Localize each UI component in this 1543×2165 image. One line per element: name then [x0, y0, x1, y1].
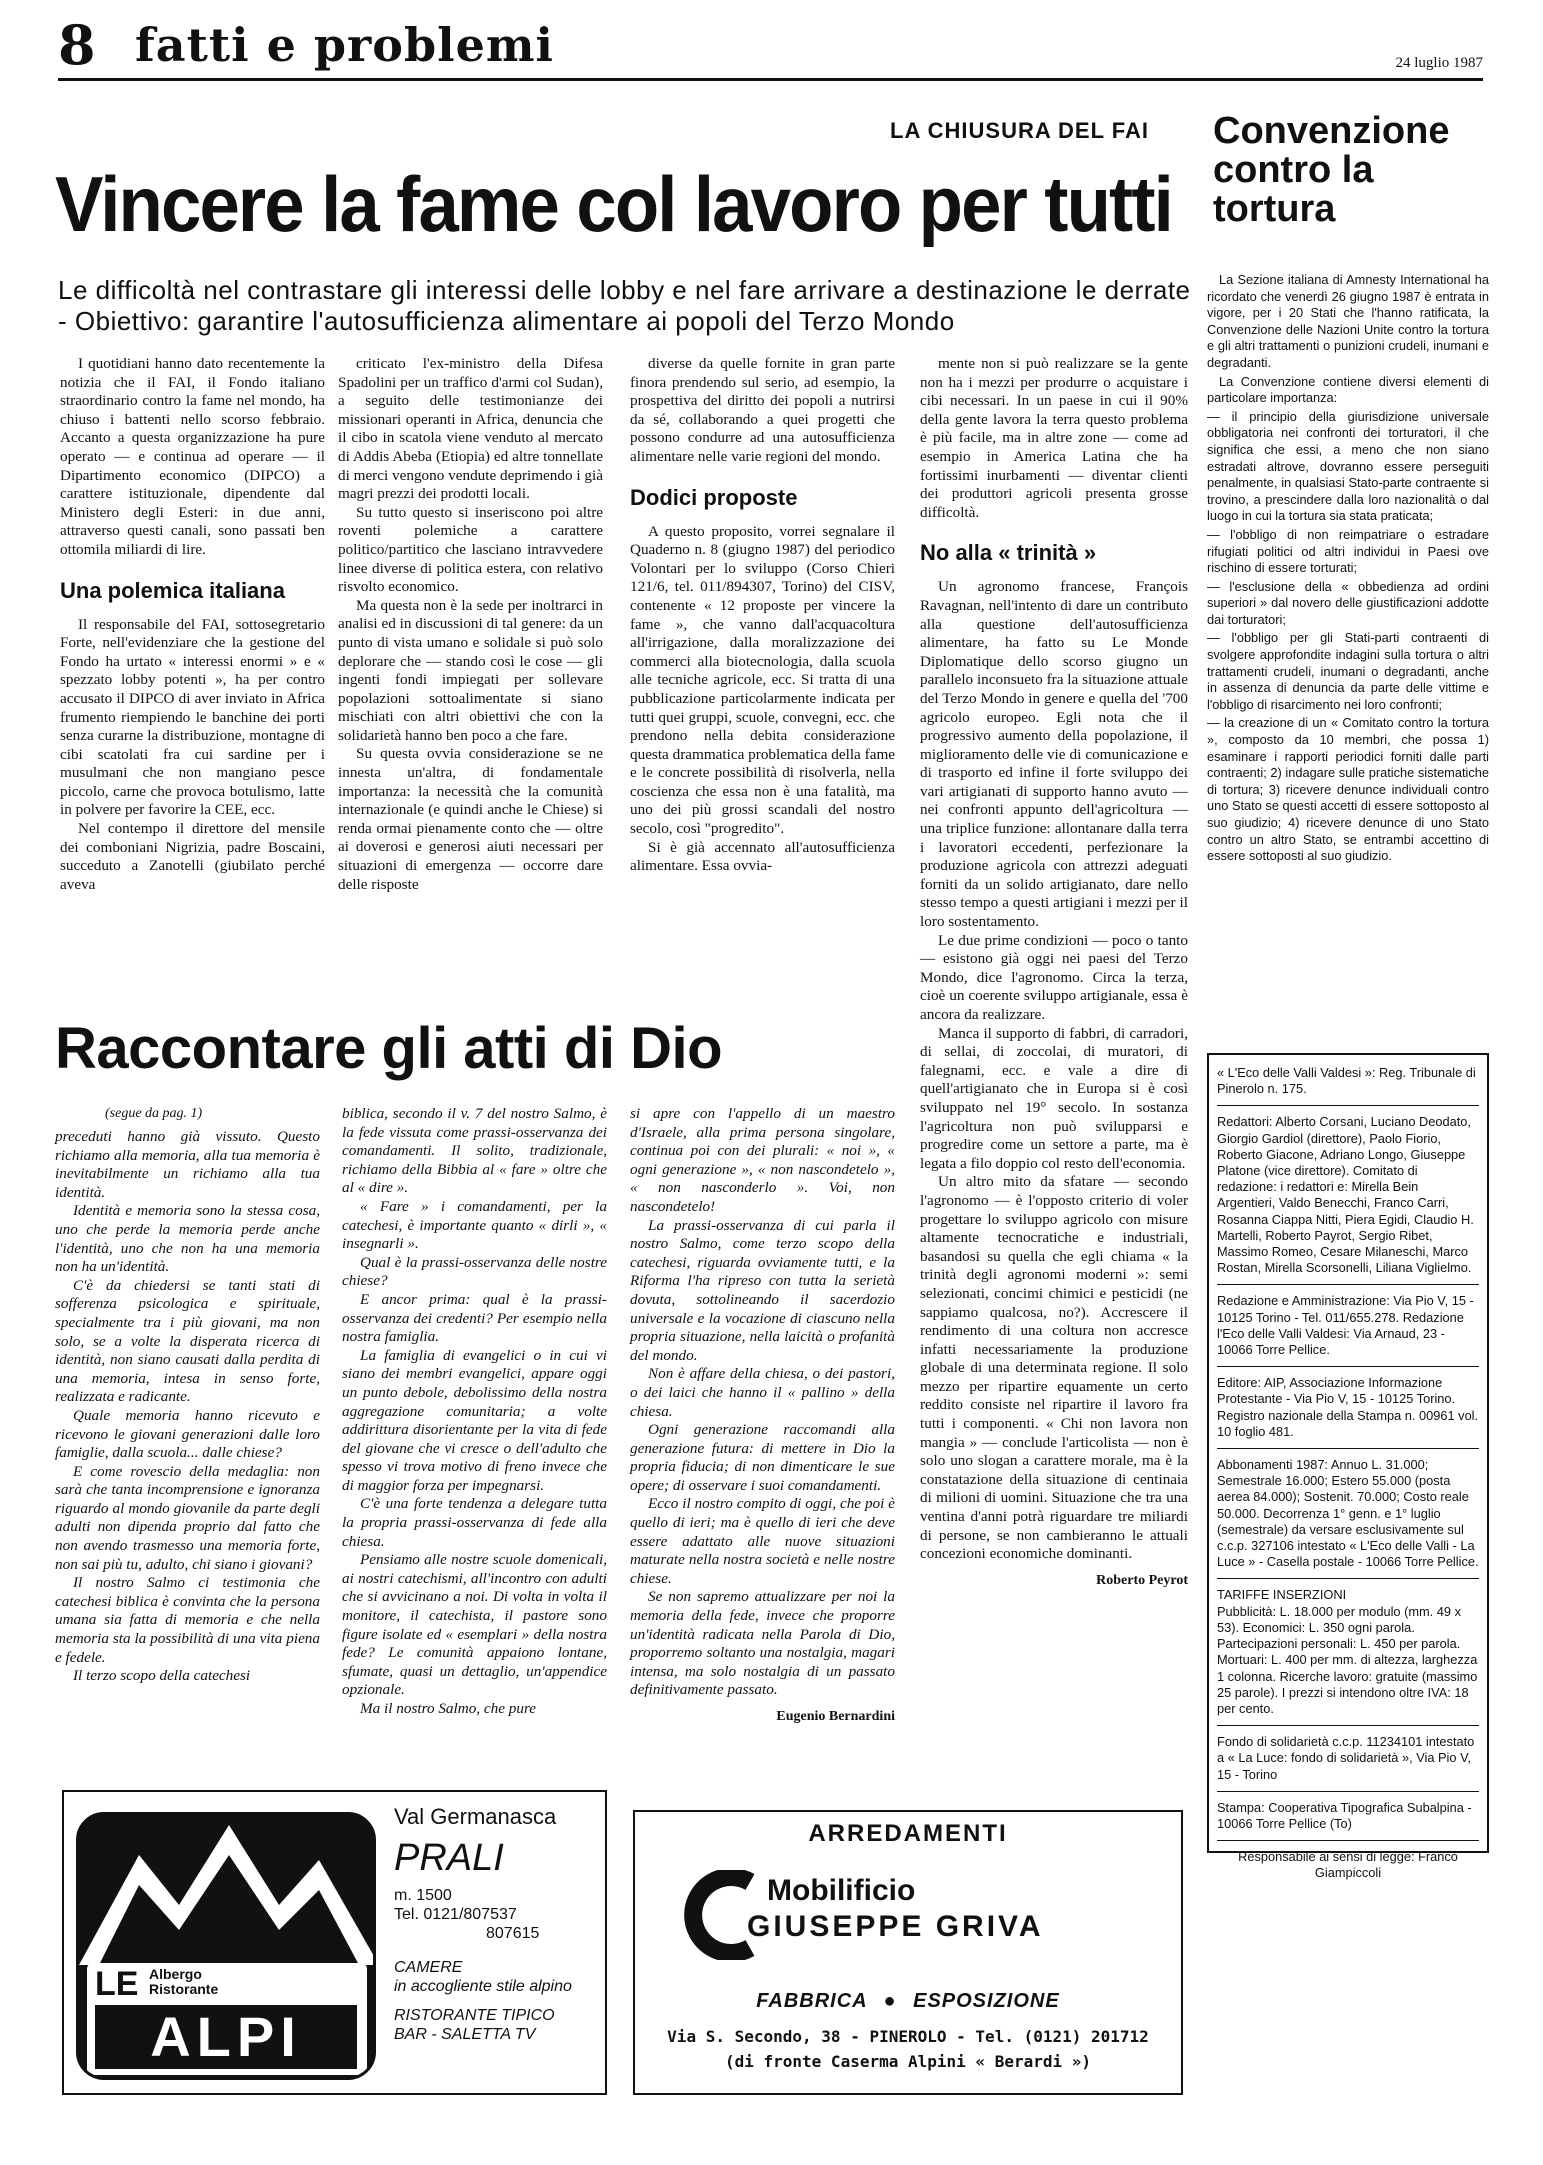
altitude: m. 1500	[394, 1886, 452, 1904]
page-number: 8	[58, 13, 96, 77]
issue-date: 24 luglio 1987	[1395, 55, 1483, 71]
list-item: — l'obbligo per gli Stati-parti contraenti di svolgere approfondite indagini sulla tortura o altri trattamenti crudeli, inumani o degradanti, anche in assenza di denuncia da parte delle vittime e l'obbligo di risarcimento nei loro confronti;	[1207, 630, 1489, 712]
paragraph: La Sezione italiana di Amnesty International ha ricordato che venerdì 26 giugno 1987 è entrata in vigore, per i 20 Stati che l'hanno ratificata, la Convenzione delle Nazioni Unite contro la tortura e gli altri trattamenti o punizioni crudeli, inumani e degradanti.	[1207, 272, 1489, 370]
paragraph: Le due prime condizioni — poco o tanto — esistono già oggi nei paesi del Terzo Mondo, dice l'agronomo. Circa la terza, cioè un coerente sviluppo artigianale, essa è ancora da realizzare.	[920, 931, 1188, 1023]
tagline	[635, 1990, 1181, 2013]
byline: Roberto Peyrot	[1096, 1572, 1188, 1588]
section-title: fatti e problemi	[135, 18, 554, 72]
bullet-icon: ●	[883, 1990, 897, 2012]
masthead-section: Redazione e Amministrazione: Via Pio V, 15 - 10125 Torino - Tel. 011/655.278. Redazione l'Eco delle Valli Valdesi: Via Arnaud, 23 - 10066 Torre Pellice.	[1217, 1289, 1479, 1367]
paragraph: Quale memoria hanno ricevuto e ricevono le giovani generazioni dalle loro famiglie, dalla scuola... dalle chiese?	[55, 1406, 320, 1462]
rooms-desc: in accogliente stile alpino	[394, 1977, 572, 1995]
paragraph: Il responsabile del FAI, sottosegretario Forte, nell'evidenziare che la gestione del Fondo ha urtato « interessi enormi » e « spezzato lobby potenti », ha per contro accusato il DIPCO di aver inviato in Africa frumento riempiendo le banchine dei porti senza curarne la distribuzione, montagne di cibi scatolati fra cui sardine per i musulmani che non mangiano pesce piccolo, carne che provoca botulismo, latte in polvere per favorire la CEE, ecc.	[60, 615, 325, 819]
article1-column-4	[920, 355, 1188, 1590]
paragraph: « Fare » i comandamenti, per la catechesi, è importante quanto « dirli », « insegnarli ».	[342, 1197, 607, 1253]
paragraph: Nel contempo il direttore del mensile dei comboniani Nigrizia, padre Boscaini, succeduto a Zanotelli (giubilato perché aveva	[60, 820, 325, 893]
paragraph: Identità e memoria sono la stessa cosa, uno che perde la memoria perde anche l'identità, uno che non ha una memoria non ha un'identità.	[55, 1202, 320, 1276]
subheading: Dodici proposte	[630, 484, 798, 510]
paragraph: Ecco il nostro compito di oggi, che poi è quello di ieri; ma è quello di ieri che deve essere adattato alle nuove situazioni maturate nella nostra società e nelle nostre chiese.	[630, 1495, 895, 1587]
paragraph: Su tutto questo si inseriscono poi altre roventi polemiche a carattere politico/partitico che lasciano intravvedere linee diverse di politica estera, con relativo risvolto economico.	[338, 503, 603, 596]
subheading: Una polemica italiana	[60, 577, 285, 603]
article-subhead: Le difficoltà nel contrastare gli interessi delle lobby e nel fare arrivare a destinazione le derrate - Obiettivo: garantire l'autosufficienza alimentare ai popoli del Terzo Mondo	[58, 275, 1191, 336]
paragraph: mente non si può realizzare se la gente non ha i mezzi per produrre o acquistare i cibi necessari. In un paese in cui il 90% della gente lavora la terra questo problema è più facile, ma in altre zone — come ad esempio in America Latina che ha fortissimi inurbamenti — diventar clienti dei produttori agricoli presenta grosse difficoltà.	[920, 355, 1188, 521]
paragraph: Ogni generazione raccomandi alla generazione futura: di mettere in Dio la propria fiducia; di non dimenticare le sue opere; di osservare i suoi comandamenti.	[630, 1421, 895, 1494]
masthead-section: Abbonamenti 1987: Annuo L. 31.000; Semestrale 16.000; Estero 55.000 (posta aerea 84.000); Sostenit. 70.000; Costo reale 50.000. Decorrenza 1° genn. e 1° luglio (semestrale) da versare esclusivamente sul c.c.p. 327106 intestato « L'Eco delle Valli - La Luce » - Casella postale - 10066 Torre Pellice.	[1217, 1453, 1479, 1579]
logo-le: LE	[95, 1965, 139, 2003]
tagline-a: FABBRICA	[756, 1990, 867, 2012]
article2-column-3	[630, 1105, 895, 1727]
phone2: 807615	[486, 1925, 540, 1943]
article2-column-2	[342, 1105, 607, 1719]
restaurant: RISTORANTE TIPICO	[394, 2006, 555, 2024]
paragraph: Il nostro Salmo ci testimonia che catechesi biblica è convinta che la persona umana sia fatta di memoria e che nella memoria sta la possibilità di una vita piena e fedele.	[55, 1574, 320, 1666]
ad-griva	[633, 1810, 1183, 2095]
article1-column-1	[60, 355, 325, 894]
paragraph: C'è da chiedersi se tanti stati di sofferenza psicologica e spirituale, specialmente tra i più giovani, ma non solo, se a volte la disperata ricerca di identità, non siano causati dalla perdita di una memoria, intesa in senso forte, realizzata e radicante.	[55, 1276, 320, 1406]
paragraph: criticato l'ex-ministro della Difesa Spadolini per un traffico d'armi col Sudan), a seguito delle testimonianze dei missionari operanti in Africa, denuncia che il cibo in scatola viene venduto al mercato di Addis Abeba (Etiopia) ed altre tonnellate di merci vengono vendute deprimendo i già magri prezzi dei prodotti locali.	[338, 355, 603, 503]
paragraph: Ma il nostro Salmo, che pure	[360, 1700, 537, 1717]
article2-headline: Raccontare gli atti di Dio	[55, 1016, 722, 1081]
masthead-box	[1207, 1053, 1489, 1881]
town-name: PRALI	[394, 1837, 504, 1880]
article1-column-3	[630, 355, 895, 876]
paragraph: I quotidiani hanno dato recentemente la notizia che il FAI, il Fondo italiano straordinario contro la fame nel mondo, ha chiuso i battenti nello scorso febbraio. Accanto a questa organizzazione ha pure operato — e continua ad operare — il Dipartimento economico (DIPCO) a carattere istituzionale, dipendente dal Ministero degli Esteri: in due anni, attraverso questi canali, sono passati ben ottomila miliardi di lire.	[60, 355, 325, 558]
address: Via S. Secondo, 38 - PINEROLO - Tel. (0121) 201712	[667, 2027, 1149, 2046]
bar: BAR - SALETTA TV	[394, 2026, 536, 2044]
alpi-logo-panel	[87, 1963, 367, 2075]
brand-line2: GIUSEPPE GRIVA	[747, 1910, 1044, 1943]
sidebar-title: Convenzione contro la tortura	[1213, 110, 1450, 230]
paragraph: Un agronomo francese, François Ravagnan, nell'intento di dare un contributo alla questione dell'autosufficienza alimentare, ha fatto su Le Monde Diplomatique dello scorso giugno un parallelo inconsueto fra la situazione attuale del Terzo Mondo in genere e quella del '700 agricolo europeo. Egli nota che il progressivo aumento della popolazione, il miglioramento delle vie di comunicazione e di trasporto ed infine il forte sviluppo dei vari artigianati di supporto hanno avuto — nei confronti appunto dell'agricoltura — una triplice funzione: allontanare dalla terra i lavoratori eccedenti, perfezionare la produzione agricola con attrezzi adeguati forniti da un solido artigianato, dare nello stesso tempo a questi artigiani i mezzi per il loro sostentamento.	[920, 578, 1188, 931]
article-headline: Vincere la fame col lavoro per tutti	[55, 160, 1172, 248]
article2-column-1	[55, 1128, 320, 1686]
paragraph: E ancor prima: qual è la prassi-osservanza dei credenti? Per esempio nella nostra famiglia.	[342, 1290, 607, 1346]
paragraph: A questo proposito, vorrei segnalare il Quaderno n. 8 (giugno 1987) del periodico Volontari per lo sviluppo (Corso Chieri 121/6, tel. 011/894307, Torino) del CISV, contenente « 12 proposte per vincere la fame », che vanno dall'acquacoltura all'irrigazione, dalla moralizzazione dei commerci alla biotecnologia, dalla scuola alle tecniche agricole, ecc. Si tratta di una pubblicazione particolarmente indicata per tutti quei gruppi, scuole, convegni, ecc. che prendono nella debita considerazione questa drammatica problematica della fame e le concrete possibilità di risolverla, nella coscienza che essa non è una fatalità, ma uno dei più grossi scandali del nostro secolo, così "progredito".	[630, 522, 895, 838]
article-kicker: LA CHIUSURA DEL FAI	[890, 118, 1149, 143]
brand-line1: Mobilificio	[767, 1874, 916, 1907]
logo-name: ALPI	[95, 2005, 357, 2069]
masthead-section: Stampa: Cooperativa Tipografica Subalpina - 10066 Torre Pellice (To)	[1217, 1796, 1479, 1841]
masthead-section: « L'Eco delle Valli Valdesi »: Reg. Tribunale di Pinerolo n. 175.	[1217, 1061, 1479, 1106]
sidebar-body	[1207, 272, 1489, 867]
tagline-b: ESPOSIZIONE	[913, 1990, 1060, 2012]
paragraph: Su questa ovvia considerazione se ne innesta un'altra, di fondamentale importanza: la necessità che la comunità internazionale (e quindi anche le Chiese) si renda ormai pienamente conto che — oltre ai doverosi e generosi aiuti necessari per situazioni di emergenza — occorre dare delle risposte	[338, 745, 603, 893]
paragraph: Si è già accennato all'autosufficienza alimentare. Essa ovvia-	[630, 838, 895, 875]
paragraph: La prassi-osservanza di cui parla il nostro Salmo, come terzo scopo della catechesi, riguarda ovviamente tutti, e la Riforma l'ha ripreso con tutta la serietà dovuta, sottolineando il sacerdozio universale e la vocazione di ciascuno nella propria situazione, nella laicità o profanità del mondo.	[630, 1216, 895, 1364]
paragraph: diverse da quelle fornite in gran parte finora prendendo sul serio, ad esempio, la prospettiva del diritto dei popoli a nutrirsi da sé, collaborando a quei progetti che possono condurre ad una autosufficienza alimentare nelle varie regioni del mondo.	[630, 355, 895, 465]
phone: Tel. 0121/807537	[394, 1906, 517, 1924]
paragraph: Se non sapremo attualizzare per noi la memoria della fede, invece che proporre un'identità radicata nella Parola di Dio, proporremo soltanto una nostalgia, magari intensa, ma solo nostalgia di un passato definitivamente passato.	[630, 1588, 895, 1699]
paragraph: E come rovescio della medaglia: non sarà che tanta incomprensione e ignoranza riguardo al mondo giovanile da parte degli adulti non dipenda proprio dal fatto che non avendo trasmesso una memoria forte, non sai più tu, adulto, chi siano i giovani?	[55, 1462, 320, 1573]
list-item: — la creazione di un « Comitato contro la tortura », composto da 10 membri, che possa 1) esaminare i rapporti periodici forniti dalle parti contraenti; 2) indagare sulle pratiche sistematiche di tortura; 3) ricevere denunce individuali contro uno Stato se questi accetti di essere sottoposto al suo giudizio; 4) ricevere denunce di uno Stato contro un altro Stato, se entrambi accettino di essere sottoposti al suo giudizio.	[1207, 715, 1489, 864]
paragraph: La Convenzione contiene diversi elementi di particolare importanza:	[1207, 373, 1489, 406]
byline: Eugenio Bernardini	[776, 1709, 895, 1724]
list-item: — l'obbligo di non reimpatriare o estradare rifugiati politici od altri individui in Paesi ove rischino di essere torturati;	[1207, 526, 1489, 576]
paragraph: Ma questa non è la sede per inoltrarci in analisi ed in discussioni di tal genere: da un punto di vista umano e solidale si può solo deplorare che — stando così le cose — gli ingenti fondi impiegati per sollevare popolazioni sottoalimentate si siano mischiati con altri obiettivi che con la solidarietà hanno ben poco a che fare.	[338, 596, 603, 744]
paragraph: si apre con l'appello di un maestro d'Israele, alla prima persona singolare, continua poi con dei plurali: « noi », « ogni generazione », « non nascondetelo », « non nasconderlo ». Voi, non nascondetelo!	[630, 1105, 895, 1215]
paragraph: Un altro mito da sfatare — secondo l'agronomo — è l'opposto criterio di voler progettare lo sviluppo agricolo con misure altamente tecnocratiche e industriali, basandosi su quella che egli chiama « la trinità degli agronomi moderni »: semi selezionati, concimi chimici e pesticidi (ne sappiamo qualcosa, no?). Accrescere il rendimento di una coltura non accresce infatti necessariamente la produzione globale di una determinata regione. Il solo mezzo per ripartire equamente un certo reddito consiste nel ripartire il lavoro fra tutti i componenti. « Chi non lavora non mangia » — conclude l'articolista — non è solo uno slogan a carattere morale, ma è la constatazione della situazione di centinaia di milioni di uomini. Situazione che tra una ventina d'anni potrà riguardare tre miliardi di persone, se non cambieranno le attuali concezioni economiche dominanti.	[920, 1173, 1188, 1563]
address-note: (di fronte Caserma Alpini « Berardi »)	[724, 2052, 1092, 2071]
paragraph: Qual è la prassi-osservanza delle nostre chiese?	[342, 1253, 607, 1290]
alpi-info	[394, 1804, 604, 2044]
paragraph: preceduti hanno già vissuto. Questo richiamo alla memoria, alla tua memoria è inevitabilmente un richiamo alla tua identità.	[55, 1128, 320, 1201]
rooms: CAMERE	[394, 1958, 463, 1976]
article1-column-2	[338, 355, 603, 894]
ad-category: ARREDAMENTI	[808, 1820, 1008, 1847]
masthead-section: TARIFFE INSERZIONI Pubblicità: L. 18.000 per modulo (mm. 49 x 53). Economici: L. 350 ogni parola. Partecipazioni personali: L. 450 per parola. Mortuari: L. 400 per mm. di altezza, larghezza 1 colonna. Ricerche lavoro: gratuite (massimo 25 parole). I prezzi si intendono oltre IVA: 18 per cento.	[1217, 1583, 1479, 1726]
ad-le-alpi	[62, 1790, 607, 2095]
paragraph: Manca il supporto di fabbri, di carradori, di sellai, di zoccolai, di muratori, di falegnami, ecc. e vale a dire di quell'artigianato che in Europa si è così sviluppato nel 19° secolo. In sostanza l'agricoltura non può svilupparsi e progredire come un settore a parte, ma è legata a filo doppio col resto dell'economia.	[920, 1024, 1188, 1172]
alpi-logo	[76, 1812, 376, 2080]
logo-small: Albergo Ristorante	[149, 1966, 219, 1997]
list-item: — il principio della giurisdizione universale obbligatoria nei confronti dei torturatori, il che significa che essi, a meno che non siano estradati altrove, dovranno essere perseguiti penalmente, in qualsiasi Stato-parte contraente si trovino, a prescindere dalla loro nazionalità o dal luogo in cui la tortura sia stata praticata;	[1207, 408, 1489, 524]
paragraph: Non è affare della chiesa, o dei pastori, o dei laici che hanno il « pallino » della chiesa.	[630, 1365, 895, 1420]
masthead-section: Fondo di solidarietà c.c.p. 11234101 intestato a « La Luce: fondo di solidarietà », Via Pio V, 15 - Torino	[1217, 1730, 1479, 1792]
masthead-section: Responsabile ai sensi di legge: Franco Giampiccoli	[1238, 1849, 1458, 1881]
continued-note: (segue da pag. 1)	[105, 1106, 203, 1121]
paragraph: C'è una forte tendenza a delegare tutta la propria prassi-osservanza di fede alla chiesa.	[342, 1495, 607, 1550]
subheading: No alla « trinità »	[920, 540, 1097, 566]
mountain-icon	[79, 1815, 376, 1965]
header-rule	[58, 78, 1483, 81]
list-item: — l'esclusione della « obbedienza ad ordini superiori » dal novero delle giustificazioni addotte dai torturatori;	[1207, 578, 1489, 627]
paragraph: Pensiamo alle nostre scuole domenicali, ai nostri catechismi, all'incontro con adulti che si avvicinano a noi. Di volta in volta il monitore, il catechista, il pastore sono figure isolate ed « esemplari » della nostra fede? Le comunità appaiono lontane, sfumate, quasi un dettaglio, un'appendice opzionale.	[342, 1551, 607, 1699]
masthead-section: Editore: AIP, Associazione Informazione Protestante - Via Pio V, 15 - 10125 Torino. Registro nazionale della Stampa n. 00961 vol. 10 foglio 481.	[1217, 1371, 1479, 1449]
masthead-section: Redattori: Alberto Corsani, Luciano Deodato, Giorgio Gardiol (direttore), Paolo Fiorio, Roberto Giacone, Adriano Longo, Giuseppe Platone (vice direttore). Comitato di redazione: i redattori e: Mirella Bein Argentieri, Valdo Benecchi, Franco Carri, Rosanna Ciappa Nitti, Piera Egidi, Claudio H. Martelli, Roberto Payrot, Sergio Ribet, Massimo Romeo, Cesare Milaneschi, Marco Rostan, Mirella Scorsonelli, Liliana Viglielmo.	[1217, 1110, 1479, 1285]
paragraph: La famiglia di evangelici o in cui vi siano dei membri evangelici, appare oggi un punto debole, debolissimo della nostra aggregazione comunitaria; a volte addirittura disorientante per la vita di fede del giovane che vi cresce o dell'adulto che spesso vi trova motivo di freno invece che di maggior forza per impegnarsi.	[342, 1346, 607, 1494]
paragraph: biblica, secondo il v. 7 del nostro Salmo, è la fede vissuta come prassi-osservanza dei comandamenti. Il solito, tradizionale, richiamo della Bibbia al « fare » oltre che al « dire ».	[342, 1105, 607, 1197]
paragraph: Il terzo scopo della catechesi	[73, 1667, 251, 1685]
valley-name: Val Germanasca	[394, 1804, 557, 1829]
